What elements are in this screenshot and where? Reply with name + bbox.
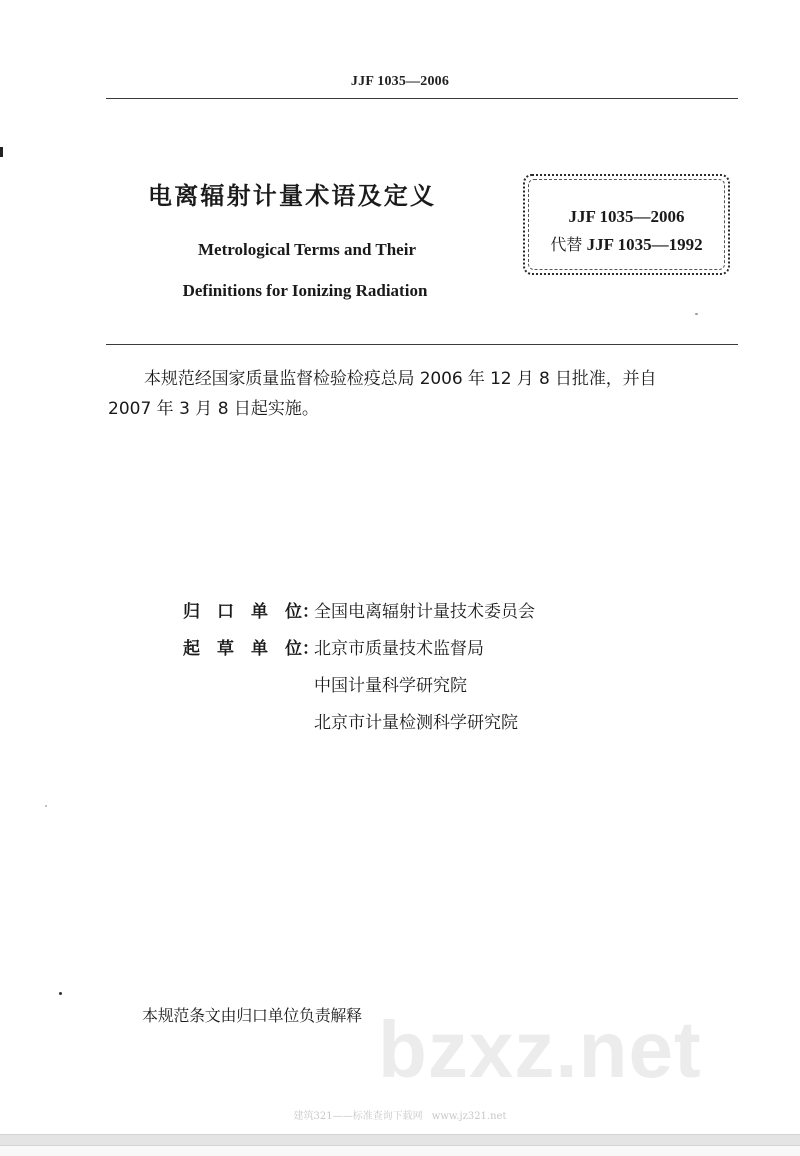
unit-value: 全国电离辐射计量技术委员会 — [314, 602, 535, 622]
unit-value: 中国计量科学研究院 — [314, 676, 467, 696]
scan-speck — [45, 805, 47, 807]
unit-value: 北京市计量检测科学研究院 — [314, 713, 518, 733]
scan-speck — [59, 992, 62, 995]
title-english-line2: Definitions for Ionizing Radiation — [182, 281, 428, 300]
unit-row-drafting-3 — [183, 708, 518, 745]
title-chinese: 电离辐射计量术语及定义 — [148, 182, 437, 210]
interpretation-note: 本规范条文由归口单位负责解释 — [142, 1006, 362, 1025]
title-english-line1: Metrological Terms and Their — [197, 240, 416, 259]
scan-speck — [695, 313, 698, 315]
scan-mark — [0, 147, 3, 157]
page-margin — [0, 1146, 800, 1156]
approval-line-2: 2007 年 3 月 8 日起实施。 — [108, 399, 319, 419]
approval-statement — [108, 364, 740, 424]
header-rule — [106, 98, 738, 99]
running-header: JJF 1035—2006 — [350, 74, 450, 89]
section-rule — [106, 344, 738, 345]
unit-label-drafting: 起 草 单 位： — [183, 639, 319, 659]
watermark-text: bzxz.net — [378, 1005, 702, 1094]
unit-row-drafting — [183, 634, 484, 671]
unit-row-drafting-2 — [183, 671, 467, 708]
standard-code-box — [523, 174, 730, 275]
approval-line-1: 本规范经国家质量监督检验检疫总局 2006 年 12 月 8 日批准，并自 — [144, 369, 657, 389]
footer-site-note — [0, 1107, 800, 1122]
responsible-units — [183, 597, 535, 745]
page-bottom-edge — [0, 1134, 800, 1146]
replaces-prefix: 代替 — [550, 235, 583, 254]
replaces-code-value: JJF 1035—1992 — [586, 235, 703, 254]
unit-row-centralized — [183, 597, 535, 634]
unit-value: 北京市质量技术监督局 — [314, 639, 484, 659]
footer-site-name: 建筑321——标准查询下载网 — [293, 1111, 423, 1122]
unit-label-centralized: 归 口 单 位： — [183, 602, 319, 622]
replaces-code — [525, 232, 728, 255]
footer-site-url: www.jz321.net — [431, 1111, 507, 1122]
standard-code: JJF 1035—2006 — [568, 207, 685, 226]
